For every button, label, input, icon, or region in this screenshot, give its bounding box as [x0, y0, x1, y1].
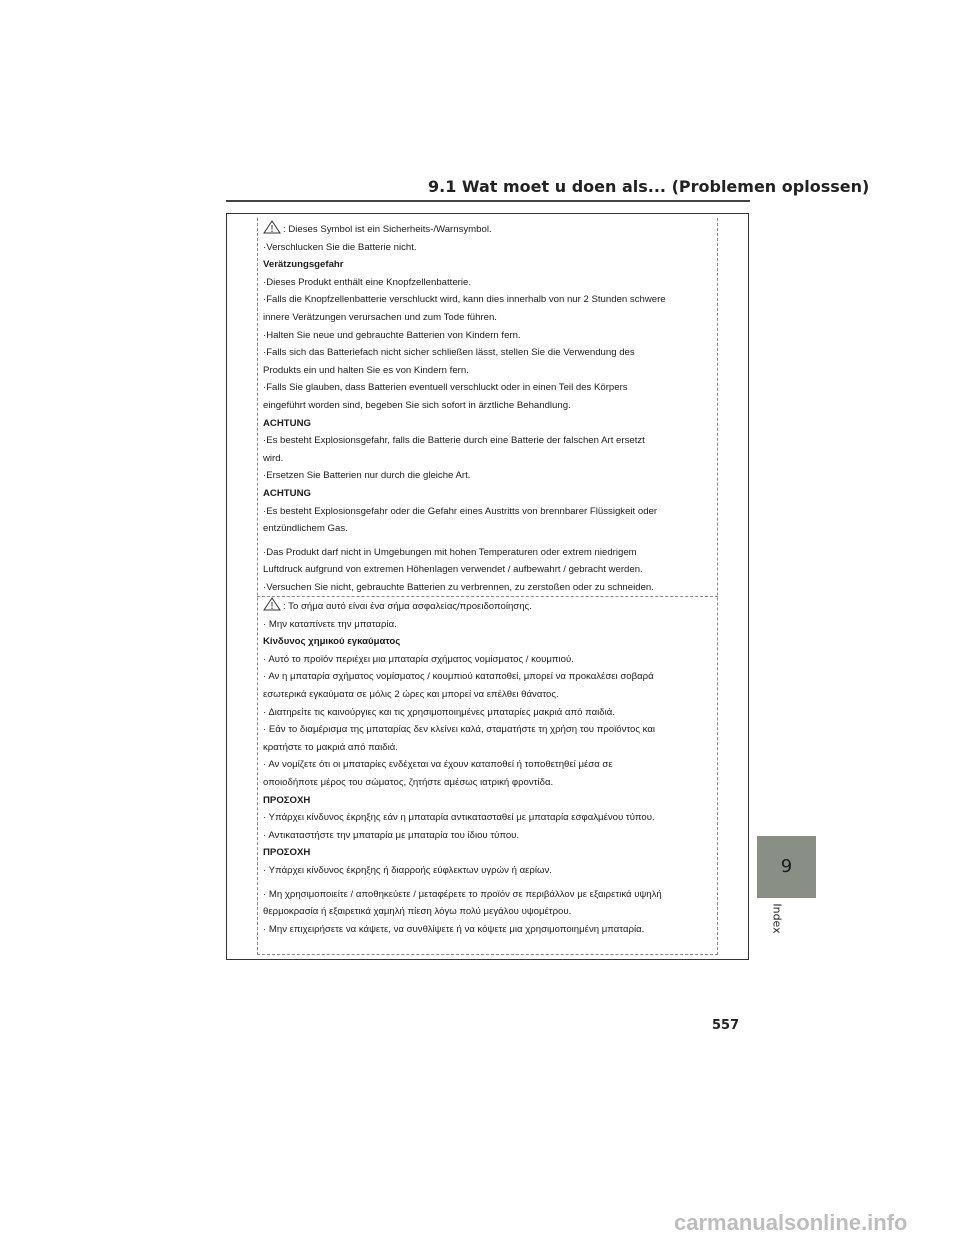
chapter-number: 9 — [780, 856, 793, 877]
text-line: ·Falls sich das Batteriefach nicht sicher schließen lässt, stellen Sie die Verwendung des — [263, 347, 635, 359]
text-line: · Εάν το διαμέρισμα της μπαταρίας δεν κλείνει καλά, σταματήστε τη χρήση του προϊόντος και — [263, 724, 656, 736]
section-heading: Verätzungsgefahr — [263, 259, 344, 271]
text-line: θερμοκρασία ή εξαιρετικά χαμηλή πίεση λόγω πολύ μεγάλου υψομέτρου. — [263, 906, 572, 918]
chapter-tab — [757, 836, 816, 898]
text-line: ·Dieses Produkt enthält eine Knopfzellenbatterie. — [263, 276, 471, 288]
text-line: ·Versuchen Sie nicht, gebrauchte Batterien zu verbrennen, zu zerstoßen oder zu schneiden. — [263, 581, 654, 593]
text-line: · Αν νομίζετε ότι οι μπαταρίες ενδέχεται να έχουν καταποθεί ή τοποθετηθεί μέσα σε — [263, 759, 613, 771]
text-line: ·Es besteht Explosionsgefahr oder die Gefahr eines Austritts von brennbarer Flüssigkeit oder — [263, 505, 658, 517]
text-line: · Μην επιχειρήσετε να κάψετε, να συνθλίψετε ή να κόψετε μια χρησιμοποιημένη μπαταρία. — [263, 923, 645, 935]
section-heading: ΠΡΟΣΟΧΗ — [263, 847, 311, 859]
text-line: Luftdruck aufgrund von extremen Höhenlagen verwendet / aufbewahrt / gebracht werden. — [263, 564, 643, 576]
text-line: · Αντικαταστήστε την μπαταρία με μπαταρία του ίδιου τύπου. — [263, 829, 520, 841]
text-line: οποιοδήποτε μέρος του σώματος, ζητήστε αμέσως ιατρική φροντίδα. — [263, 776, 554, 788]
text-line: ·Verschlucken Sie die Batterie nicht. — [263, 241, 417, 253]
section-heading: ACHTUNG — [263, 417, 311, 429]
text-line: wird. — [263, 452, 284, 464]
warning-triangle-icon — [263, 220, 281, 234]
text-line: ·Ersetzen Sie Batterien nur durch die gleiche Art. — [263, 470, 471, 482]
german-symbol-line: : Dieses Symbol ist ein Sicherheits-/Warnsymbol. — [263, 220, 715, 239]
watermark: carmanualsonline.info — [674, 1210, 908, 1235]
text-line: · Υπάρχει κίνδυνος έκρηξης ή διαρροής εύφλεκτων υγρών ή αερίων. — [263, 864, 552, 876]
text-line: Produkts ein und halten Sie es von Kindern fern. — [263, 364, 469, 376]
text-line: innere Verätzungen verursachen und zum Tode führen. — [263, 311, 497, 323]
page-header-title: 9.1 Wat moet u doen als... (Problemen oplossen) — [428, 177, 870, 196]
text-line: ·Falls die Knopfzellenbatterie verschluckt wird, kann dies innerhalb von nur 2 Stunden schwere — [263, 294, 666, 306]
section-heading: ΠΡΟΣΟΧΗ — [263, 794, 311, 806]
header-rule — [226, 200, 750, 202]
page-number: 557 — [712, 1018, 740, 1033]
section-heading: Κίνδυνος χημικού εγκαύματος — [263, 636, 401, 648]
text-line: entzündlichem Gas. — [263, 523, 348, 535]
text-line: κρατήστε το μακριά από παιδιά. — [263, 741, 398, 753]
text-line: ·Halten Sie neue und gebrauchte Batterien von Kindern fern. — [263, 329, 521, 341]
text-line: · Αν η μπαταρία σχήματος νομίσματος / κουμπιού καταποθεί, μπορεί να προκαλέσει σοβαρά — [263, 671, 654, 683]
text-line: eingeführt worden sind, begeben Sie sich sofort in ärztliche Behandlung. — [263, 399, 571, 411]
text-line: · Υπάρχει κίνδυνος έκρηξης εάν η μπαταρία αντικατασταθεί με μπαταρία εσφαλμένου τύπου. — [263, 812, 655, 824]
text-line: ·Es besteht Explosionsgefahr, falls die Batterie durch eine Batterie der falschen Art ersetzt — [263, 435, 645, 447]
chapter-label: Index — [770, 903, 784, 934]
text-line: εσωτερικά εγκαύματα σε μόλις 2 ώρες και μπορεί να επέλθει θάνατος. — [263, 688, 559, 700]
text-line: ·Das Produkt darf nicht in Umgebungen mit hohen Temperaturen oder extrem niedrigem — [263, 546, 637, 558]
text-line: · Μη χρησιμοποιείτε / αποθηκεύετε / μεταφέρετε το προϊόν σε περιβάλλον με εξαιρετικά υψηλή — [263, 888, 662, 900]
greek-section — [263, 597, 715, 938]
text-line: · Μην καταπίνετε την μπαταρία. — [263, 618, 397, 630]
notice-content — [257, 218, 718, 955]
warning-triangle-icon — [263, 597, 281, 611]
greek-symbol-line: : Το σήμα αυτό είναι ένα σήμα ασφαλείας/προειδοποίησης. — [263, 597, 715, 616]
text-line: ·Falls Sie glauben, dass Batterien eventuell verschluckt oder in einen Teil des Körpers — [263, 382, 628, 394]
german-section — [263, 220, 715, 596]
text-line: · Αυτό το προϊόν περιέχει μια μπαταρία σχήματος νομίσματος / κουμπιού. — [263, 653, 574, 665]
section-heading: ACHTUNG — [263, 487, 311, 499]
text-line: · Διατηρείτε τις καινούργιες και τις χρησιμοποιημένες μπαταρίες μακριά από παιδιά. — [263, 706, 615, 718]
